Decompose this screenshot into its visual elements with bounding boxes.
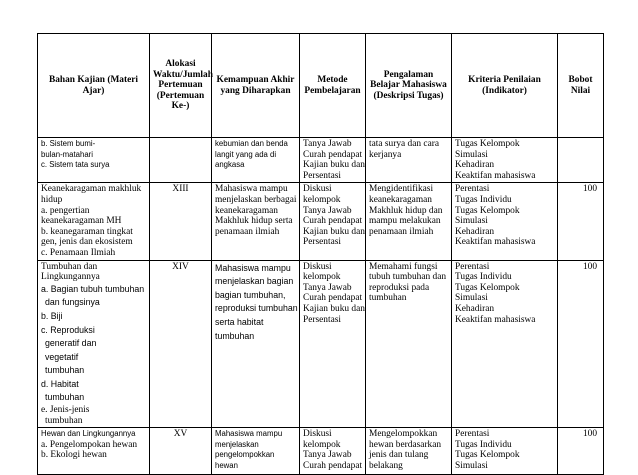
- cell-kriteria: [452, 138, 558, 183]
- cell-line: Keaktifan mahasiswa: [455, 237, 536, 248]
- cell-kemampuan: [212, 260, 300, 428]
- cell-line: langit yang ada di: [215, 149, 277, 159]
- cell-metode: [300, 138, 366, 183]
- cell-line: Tugas Kelompok: [455, 282, 520, 293]
- cell-line: c. Penamaan Ilmiah: [41, 247, 116, 258]
- cell-line: c. Reproduksi: [41, 324, 95, 335]
- cell-line: Tugas Kelompok: [455, 139, 520, 149]
- header-metode: Metode Pembelajaran: [300, 34, 366, 138]
- cell-line: vegetatif: [45, 351, 79, 362]
- header-row: [38, 34, 604, 138]
- cell-line: Makhluk hidup serta: [215, 216, 293, 227]
- cell-line: Simulasi: [455, 149, 488, 160]
- cell-line: Curah pendapat: [303, 149, 363, 160]
- cell-line: Diskusi: [303, 429, 332, 440]
- cell-line: tumbuhan: [215, 330, 255, 341]
- cell-bahan: [38, 183, 150, 260]
- cell-line: Diskusi: [303, 261, 332, 272]
- cell-bobot: [558, 138, 604, 183]
- cell-line: menjelaskan berbagai: [215, 194, 297, 205]
- cell-pengalaman: [366, 260, 452, 428]
- cell-line: kelompok: [303, 194, 341, 205]
- cell-line: Tanya Jawab: [303, 205, 352, 216]
- cell-line: Simulasi: [455, 461, 488, 472]
- cell-line: Kajian buku dan: [303, 226, 365, 237]
- cell-line: dan fungsinya: [45, 297, 100, 308]
- cell-line: jenis dan tulang: [369, 450, 429, 461]
- cell-metode: [300, 183, 366, 260]
- cell-line: Tanya Jawab: [303, 282, 352, 293]
- cell-line: Curah pendapat: [303, 216, 363, 227]
- cell-line: Mengidentifikasi: [369, 184, 434, 195]
- header-kemampuan-akhir: Kemampuan Akhir yang Diharapkan: [212, 34, 300, 138]
- cell-line: Lingkungannya: [41, 272, 100, 283]
- cell-line: tumbuhan: [45, 365, 85, 376]
- cell-line: Tugas Individu: [455, 272, 512, 283]
- cell-line: a. Bagian tubuh tumbuhan: [41, 283, 145, 294]
- cell-line: tumbuhan: [45, 415, 83, 426]
- cell-line: belakang: [369, 461, 403, 472]
- cell-alokasi: [150, 138, 212, 183]
- cell-line: Tanya Jawab: [303, 139, 352, 149]
- header-kriteria: Kriteria Penilaian (Indikator): [452, 34, 558, 138]
- cell-line: kebumian dan benda: [215, 139, 288, 148]
- cell-kriteria: [452, 260, 558, 428]
- cell-line: kerjanya: [369, 149, 402, 160]
- cell-line: tubuh tumbuhan dan: [369, 272, 447, 283]
- cell-line: penamaan ilmiah: [215, 226, 280, 237]
- cell-line: c. Sistem tata surya: [41, 160, 110, 170]
- cell-line: Tugas Kelompok: [455, 205, 520, 216]
- cell-line: keanekaragaman MH: [41, 216, 122, 227]
- cell-bobot: 100: [558, 428, 604, 475]
- cell-line: Persentasi: [303, 170, 342, 181]
- cell-line: Curah pendapat: [303, 293, 363, 304]
- cell-line: Perentasi: [455, 429, 490, 440]
- cell-line: gen, jenis dan ekosistem: [41, 237, 133, 248]
- cell-line: hidup: [41, 194, 63, 205]
- cell-line: Tugas Kelompok: [455, 450, 520, 461]
- cell-line: hewan berdasarkan: [369, 439, 442, 450]
- rps-table-page: [37, 33, 604, 475]
- cell-line: Kajian buku dan: [303, 160, 365, 171]
- cell-line: Simulasi: [455, 293, 488, 304]
- cell-line: Tugas Individu: [455, 194, 512, 205]
- cell-metode: [300, 428, 366, 475]
- cell-line: mampu melakukan: [369, 216, 441, 227]
- cell-line: Simulasi: [455, 216, 488, 227]
- cell-line: Keanekaragaman makhluk: [41, 184, 142, 195]
- table-row: [38, 138, 604, 183]
- cell-line: keanekaragaman: [369, 194, 432, 205]
- cell-line: Hewan dan Lingkungannya: [41, 429, 136, 439]
- cell-line: Diskusi: [303, 184, 332, 195]
- cell-metode: [300, 260, 366, 428]
- cell-alokasi: XV: [150, 428, 212, 475]
- header-pengalaman: Pengalaman Belajar Mahasiswa (Deskripsi Tugas): [366, 34, 452, 138]
- cell-line: Mengelompokkan: [369, 429, 438, 440]
- cell-kemampuan: [212, 138, 300, 183]
- cell-line: Kehadiran: [455, 226, 495, 237]
- cell-pengalaman: [366, 138, 452, 183]
- cell-line: menjelaskan: [215, 439, 259, 449]
- cell-line: Memahami fungsi: [369, 261, 438, 272]
- table-row: [38, 428, 604, 475]
- cell-line: a. Pengelompokan hewan: [41, 439, 138, 450]
- cell-line: Kehadiran: [455, 160, 495, 171]
- cell-line: penamaan ilmiah: [369, 226, 434, 237]
- cell-line: tumbuhan: [45, 392, 85, 403]
- cell-bobot: 100: [558, 260, 604, 428]
- cell-pengalaman: [366, 183, 452, 260]
- cell-line: menjelaskan bagian: [215, 276, 294, 287]
- cell-line: Kehadiran: [455, 303, 495, 314]
- cell-bobot: 100: [558, 183, 604, 260]
- cell-kemampuan: [212, 428, 300, 475]
- cell-line: Mahasiswa mampu: [215, 429, 283, 439]
- cell-alokasi: XIII: [150, 183, 212, 260]
- cell-line: Makhluk hidup dan: [369, 205, 443, 216]
- cell-line: b. Sistem bumi-: [41, 139, 96, 148]
- cell-bahan: [38, 428, 150, 475]
- cell-line: Mahasiswa mampu: [215, 184, 288, 195]
- rps-table: [37, 33, 604, 475]
- header-bahan-kajian: Bahan Kajian (Materi Ajar): [38, 34, 150, 138]
- cell-line: d. Habitat: [41, 378, 79, 389]
- cell-line: bulan-matahari: [41, 149, 94, 159]
- cell-line: angkasa: [215, 160, 245, 170]
- cell-line: Tumbuhan dan: [41, 261, 98, 272]
- table-row: [38, 260, 604, 428]
- cell-line: Perentasi: [455, 184, 490, 195]
- cell-alokasi: XIV: [150, 260, 212, 428]
- cell-line: reproduksi pada: [369, 282, 430, 293]
- cell-line: kelompok: [303, 439, 341, 450]
- cell-line: keanekaragaman: [215, 205, 278, 216]
- cell-line: Tugas Individu: [455, 439, 512, 450]
- cell-line: Keaktifan mahasiswa: [455, 314, 536, 325]
- cell-bahan: [38, 138, 150, 183]
- cell-line: Perentasi: [455, 261, 490, 272]
- cell-line: Mahasiswa mampu: [215, 262, 291, 273]
- cell-line: Curah pendapat: [303, 461, 363, 472]
- cell-line: hewan: [215, 461, 238, 471]
- cell-line: b. Ekologi hewan: [41, 450, 107, 461]
- cell-pengalaman: [366, 428, 452, 475]
- cell-kriteria: [452, 183, 558, 260]
- cell-line: Persentasi: [303, 314, 342, 325]
- cell-line: a. pengertian: [41, 205, 90, 216]
- cell-line: b. keanegaraman tingkat: [41, 226, 133, 237]
- cell-kemampuan: [212, 183, 300, 260]
- cell-line: Tanya Jawab: [303, 450, 352, 461]
- header-bobot: Bobot Nilai: [558, 34, 604, 138]
- cell-kriteria: [452, 428, 558, 475]
- cell-line: serta habitat: [215, 316, 264, 327]
- cell-line: Kajian buku dan: [303, 303, 365, 314]
- cell-line: generatif dan: [45, 338, 97, 349]
- cell-line: kelompok: [303, 272, 341, 283]
- cell-line: tumbuhan: [369, 293, 407, 304]
- cell-bahan: [38, 260, 150, 428]
- cell-line: Persentasi: [303, 237, 342, 248]
- cell-line: e. Jenis-jenis: [41, 405, 90, 416]
- cell-line: pengelompokkan: [215, 450, 275, 460]
- table-row: [38, 183, 604, 260]
- header-alokasi-waktu: Alokasi Waktu/Jumlah Pertemuan (Pertemuan Ke-): [150, 34, 212, 138]
- cell-line: reproduksi tumbuhan: [215, 303, 298, 314]
- cell-line: b. Biji: [41, 310, 63, 321]
- cell-line: tata surya dan cara: [369, 139, 440, 149]
- cell-line: bagian tumbuhan,: [215, 289, 286, 300]
- cell-line: Keaktifan mahasiswa: [455, 170, 536, 181]
